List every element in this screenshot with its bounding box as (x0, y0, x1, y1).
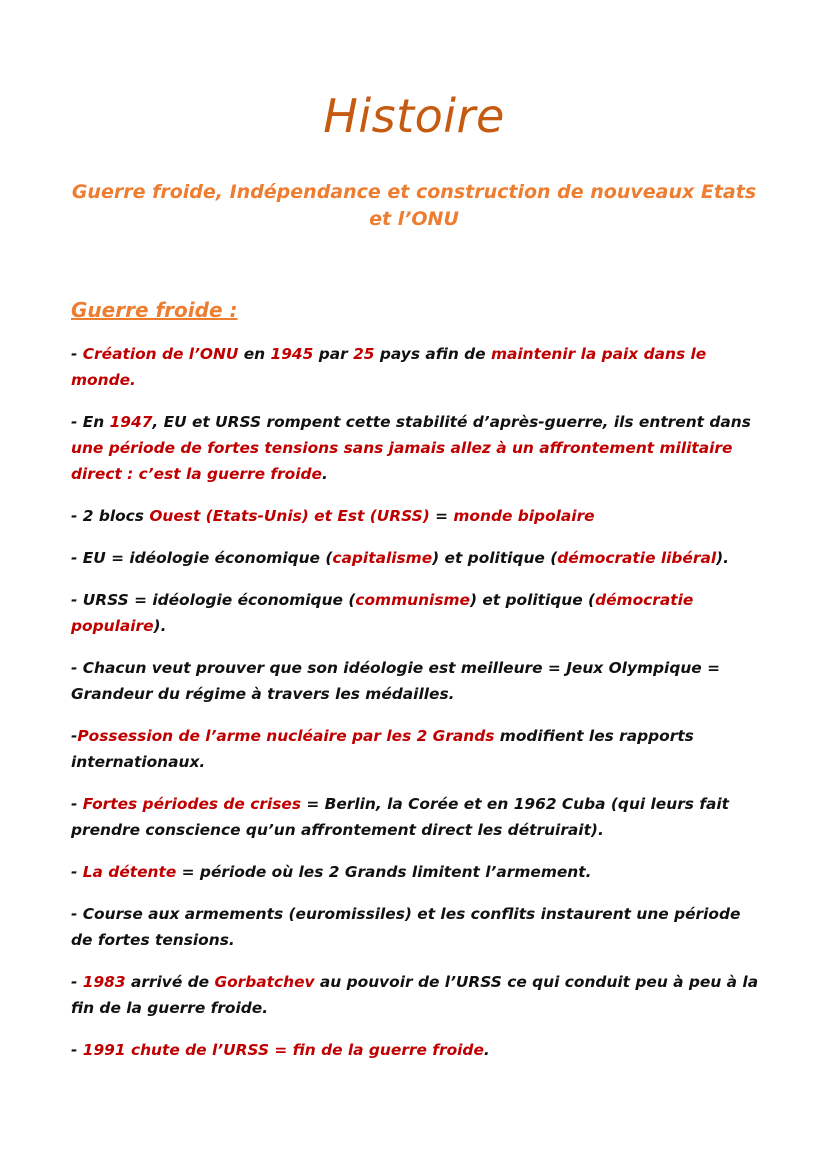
item-text: - EU = idéologie économique ( (71, 549, 333, 567)
list-item (71, 901, 761, 953)
item-text: , EU et URSS rompent cette stabilité d’après-guerre, ils entrent dans (152, 413, 751, 431)
item-text: au pouvoir de l’URSS ce qui conduit peu à peu à la fin de la guerre froide. (71, 973, 759, 1017)
section-heading: Guerre froide : (71, 298, 238, 322)
item-text: par (313, 345, 354, 363)
item-text: = (429, 507, 454, 525)
highlighted-text: maintenir la paix dans le monde. (71, 345, 707, 389)
highlighted-text: une période de fortes tensions sans jamais allez à un affrontement militaire direct : c’est la guerre froide (71, 439, 733, 483)
item-text: - (71, 795, 83, 813)
highlighted-text: La détente (82, 863, 177, 881)
item-text: ) et politique ( (469, 591, 596, 609)
list-item (71, 969, 761, 1021)
item-text: arrivé de (125, 973, 215, 991)
highlighted-text: démocratie populaire (71, 591, 694, 635)
highlighted-text: 1947 (109, 413, 153, 431)
highlighted-text: Gorbatchev (214, 973, 315, 991)
item-text: - (71, 1041, 83, 1059)
item-text: . (321, 465, 328, 483)
item-text: - (71, 727, 78, 745)
list-item (71, 545, 761, 571)
highlighted-text: Possession de l’arme nucléaire par les 2 Grands (77, 727, 495, 745)
item-text: - (71, 863, 83, 881)
highlighted-text: 1945 (270, 345, 314, 363)
item-text: ). (153, 617, 167, 635)
item-text: - Chacun veut prouver que son idéologie est meilleure = Jeux Olympique = Grandeur du régime à travers les médailles. (71, 659, 720, 703)
item-text: - (71, 973, 83, 991)
item-text: - URSS = idéologie économique ( (71, 591, 356, 609)
highlighted-text: démocratie libéral (557, 549, 717, 567)
item-text: ). (716, 549, 730, 567)
list-item (71, 409, 761, 487)
page-subtitle: Guerre froide, Indépendance et construction de nouveaux Etats et l’ONU (71, 181, 757, 230)
highlighted-text: communisme (355, 591, 470, 609)
list-item (71, 723, 761, 775)
bullet-list (71, 341, 761, 1079)
list-item (71, 1037, 761, 1063)
highlighted-text: 1983 (82, 973, 126, 991)
highlighted-text: 1991 chute de l’URSS = fin de la guerre froide (82, 1041, 484, 1059)
item-text: - 2 blocs (71, 507, 150, 525)
item-text: - En (71, 413, 110, 431)
list-item (71, 341, 761, 393)
highlighted-text: Ouest (Etats-Unis) et Est (URSS) (149, 507, 430, 525)
item-text: . (483, 1041, 490, 1059)
highlighted-text: capitalisme (332, 549, 433, 567)
item-text: pays afin de (374, 345, 491, 363)
list-item (71, 503, 761, 529)
item-text: ) et politique ( (432, 549, 558, 567)
highlighted-text: monde bipolaire (453, 507, 595, 525)
item-text: = période où les 2 Grands limitent l’armement. (176, 863, 592, 881)
item-text: en (238, 345, 271, 363)
item-text: modifient les rapports internationaux. (71, 727, 694, 771)
highlighted-text: Fortes périodes de crises (82, 795, 301, 813)
list-item (71, 587, 761, 639)
list-item (71, 655, 761, 707)
item-text: = Berlin, la Corée et en 1962 Cuba (qui leurs fait prendre conscience qu’un affrontement direct les détruirait). (71, 795, 730, 839)
highlighted-text: Création de l’ONU (82, 345, 239, 363)
highlighted-text: 25 (353, 345, 375, 363)
list-item (71, 791, 761, 843)
page-title: Histoire (323, 89, 505, 143)
list-item (71, 859, 761, 885)
item-text: - (71, 345, 83, 363)
item-text: - Course aux armements (euromissiles) et les conflits instaurent une période de fortes tensions. (71, 905, 741, 949)
